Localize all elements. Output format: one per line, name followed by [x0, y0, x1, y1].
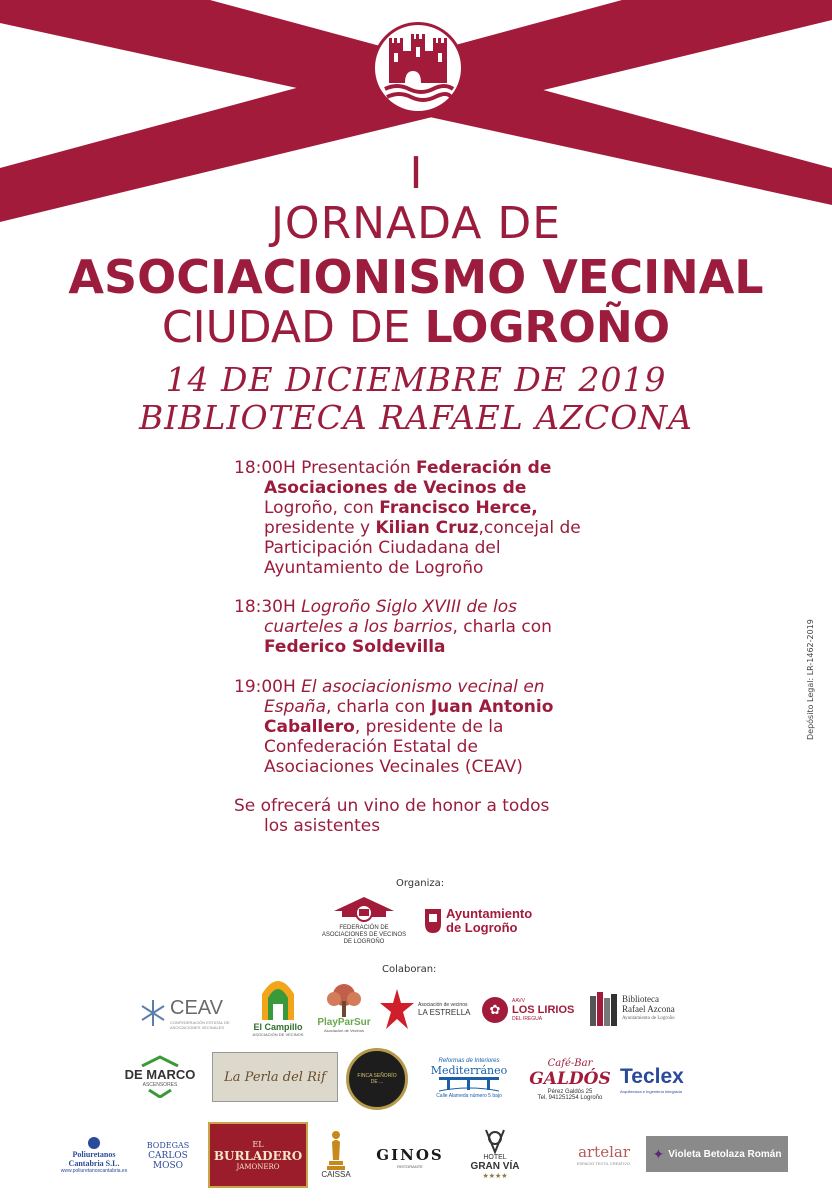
- burladero-line-3: JAMONERO: [236, 1162, 280, 1171]
- title-line-3-b: LOGROÑO: [424, 302, 671, 353]
- program-line: [234, 597, 614, 617]
- burladero-line-2: BURLADERO: [213, 1148, 303, 1163]
- mediterraneo-logo: [418, 1050, 520, 1106]
- galdos-line-4: Tel. 941251254 Logroño: [537, 1094, 603, 1101]
- teclex-name: Teclex: [620, 1064, 684, 1088]
- bodegas-line-2: CARLOS: [148, 1151, 188, 1161]
- campillo-sub: ASOCIACIÓN DE VECINOS: [252, 1031, 304, 1037]
- program-line: los asistentes: [264, 816, 381, 836]
- granvia-stars: ★★★★: [482, 1173, 508, 1180]
- perla-logo: [212, 1052, 338, 1102]
- playparsur-sub: Asociación de Vecinos: [323, 1028, 365, 1033]
- program-text: presidente y: [264, 518, 376, 538]
- program-line: Participación Ciudadana del: [264, 538, 501, 558]
- city-crest: [372, 22, 464, 114]
- program-bold: Francisco Herce,: [379, 498, 538, 518]
- bodegas-line-3: MOSO: [152, 1161, 184, 1171]
- poli-line-2: Cantabria S.L.: [68, 1159, 120, 1168]
- ayuntamiento-logo: [424, 903, 544, 939]
- galdos-line-3: Pérez Galdós 25: [547, 1088, 593, 1095]
- program-line: [234, 697, 614, 717]
- ginos-sub: RISTORANTE: [397, 1163, 423, 1169]
- program-time: 18:30H: [234, 597, 296, 617]
- biblio-line-1: Biblioteca: [622, 994, 659, 1004]
- program-italic: El asociacionismo vecinal en: [295, 677, 545, 697]
- program-item-2: [234, 597, 614, 657]
- campillo-name: El Campillo: [253, 1021, 303, 1032]
- lirios-name: LOS LIRIOS: [512, 1004, 575, 1016]
- teclex-sub: Arquitectura e Ingeniería Integrada: [620, 1088, 682, 1094]
- granvia-line-1: HOTEL: [483, 1154, 507, 1161]
- medit-line-3: Calle Alameda número 5 bajo: [436, 1092, 502, 1099]
- ginos-logo: [364, 1142, 456, 1172]
- check-icon: [145, 1088, 175, 1098]
- organiza-label: Organiza:: [396, 878, 445, 889]
- program-bold: Juan Antonio: [430, 697, 554, 717]
- caissa-logo: [318, 1122, 354, 1186]
- biblio-line-3: Ayuntamiento de Logroño: [622, 1016, 675, 1021]
- star-icon: [380, 989, 414, 1029]
- program-bold: Caballero: [264, 717, 355, 737]
- program-text: , charla con: [326, 697, 431, 717]
- program-bold: Federación de: [416, 458, 552, 478]
- caissa-name: CAISSA: [321, 1169, 351, 1179]
- artelar-name: artelar: [578, 1142, 630, 1161]
- poli-line-1: Poliuretanos: [72, 1150, 116, 1159]
- artelar-sub: ESPACIO TEXTIL CREATIVO: [576, 1160, 630, 1166]
- program-line: [234, 717, 614, 737]
- program-line: [234, 498, 614, 518]
- legal-deposit: Depósito Legal: LR-1462-2019: [806, 619, 815, 740]
- program-bold: Asociaciones de Vecinos de: [264, 478, 527, 498]
- fav-logo: [314, 892, 414, 950]
- program-bold: Kilian Cruz: [375, 518, 479, 538]
- burladero-logo: [208, 1122, 308, 1188]
- program-line: Ayuntamiento de Logroño: [264, 558, 484, 578]
- program-line: [234, 637, 614, 657]
- program-italic: cuarteles a los barrios: [264, 617, 453, 637]
- program-time: 18:00H: [234, 458, 296, 478]
- galdos-line-1: Café-Bar: [547, 1057, 593, 1069]
- program-line: [234, 518, 614, 538]
- program-text: Logroño, con: [264, 498, 380, 518]
- poli-line-3: www.poliuretanoscantabria.es: [60, 1168, 128, 1174]
- program-closing: [234, 796, 614, 836]
- perla-name: La Perla del Rif: [224, 1069, 326, 1085]
- program-line: [234, 478, 614, 498]
- violeta-icon: ✦: [652, 1145, 665, 1162]
- program-line: [234, 617, 614, 637]
- program-time: 19:00H: [234, 677, 296, 697]
- violeta-logo: [646, 1136, 788, 1172]
- edition-numeral: I: [409, 148, 423, 199]
- castle-icon: [375, 25, 461, 111]
- playparsur-name: PlayParSur: [317, 1017, 371, 1028]
- ginos-name: GINOS: [376, 1145, 444, 1164]
- books-icon: [590, 992, 618, 1026]
- demarco-name: DE MARCO: [124, 1066, 196, 1082]
- ayto-line-1: Ayuntamiento: [446, 906, 533, 921]
- poliuretanos-logo: [52, 1128, 136, 1182]
- teclex-logo: [620, 1056, 716, 1102]
- estrella-logo: [380, 984, 480, 1034]
- finca-logo: [346, 1048, 408, 1110]
- program-text: Presentación: [295, 458, 417, 478]
- bodegas-logo: [138, 1134, 198, 1178]
- campillo-logo: [246, 970, 310, 1040]
- colaboran-label: Colaboran:: [382, 964, 437, 975]
- ceav-icon: [140, 998, 166, 1028]
- title-line-2: ASOCIACIONISMO VECINAL: [68, 250, 764, 304]
- galdos-logo: [522, 1050, 618, 1108]
- columns-icon: [439, 1077, 499, 1093]
- finca-name: FINCA SEÑORÍO DE ...: [357, 1073, 397, 1085]
- biblioteca-logo: [590, 988, 700, 1030]
- program-line: [234, 677, 614, 697]
- artelar-logo: [534, 1136, 630, 1172]
- campillo-icon: [256, 974, 300, 1022]
- estrella-line-1: Asociación de vecinos: [418, 1001, 468, 1008]
- program-item-3: [234, 677, 614, 777]
- lirios-top: AAVV: [512, 998, 525, 1004]
- roof-icon: [140, 1055, 180, 1067]
- tree-icon: [322, 983, 366, 1017]
- title-line-3: [0, 302, 832, 353]
- program-italic: España: [264, 697, 326, 717]
- program-item-1: [234, 458, 614, 578]
- burladero-line-1: EL: [252, 1139, 264, 1149]
- granvia-logo: [462, 1120, 528, 1188]
- medit-line-1: Reformas de Interiores: [438, 1057, 500, 1064]
- gv-monogram-icon: [483, 1128, 507, 1154]
- estrella-line-2: LA ESTRELLA: [418, 1007, 471, 1017]
- poliuretanos-icon: [87, 1136, 101, 1150]
- program-bold: Soldevilla: [352, 637, 446, 657]
- fav-line-2: ASOCIACIONES DE VECINOS: [321, 931, 407, 938]
- program-bold: Federico: [264, 637, 353, 657]
- program-italic: Logroño Siglo XVIII de los: [295, 597, 518, 617]
- crest-icon: [424, 908, 442, 934]
- ceav-name: CEAV: [170, 996, 223, 1019]
- lirios-sub: DEL IREGUA: [512, 1016, 543, 1022]
- chess-piece-icon: [326, 1130, 346, 1170]
- program-text: , presidente de la: [354, 717, 504, 737]
- program-line: Se ofrecerá un vino de honor a todos: [234, 796, 550, 816]
- galdos-line-2: GALDÓS: [529, 1068, 611, 1089]
- program-line: Asociaciones Vecinales (CEAV): [264, 757, 523, 777]
- fav-line-1: FEDERACIÓN DE: [339, 924, 389, 931]
- fav-emblem-icon: [334, 897, 394, 925]
- bodegas-line-1: BODEGAS: [146, 1141, 190, 1150]
- program-line: [234, 458, 614, 478]
- ayto-line-2: de Logroño: [446, 920, 518, 935]
- lirios-flower-icon: ✿: [482, 997, 508, 1023]
- playparsur-logo: [312, 978, 376, 1038]
- lirios-logo: [482, 990, 582, 1030]
- event-venue: BIBLIOTECA RAFAEL AZCONA: [138, 398, 693, 437]
- ceav-logo: [140, 990, 240, 1036]
- biblio-line-2: Rafael Azcona: [622, 1004, 675, 1014]
- title-line-1: JORNADA DE: [270, 198, 562, 249]
- title-line-3-a: CIUDAD DE: [161, 302, 425, 353]
- violeta-name: Violeta Betolaza Román: [668, 1148, 782, 1160]
- event-date: 14 DE DICIEMBRE DE 2019: [165, 360, 667, 399]
- fav-line-3: DE LOGROÑO: [343, 938, 385, 945]
- demarco-logo: [118, 1052, 202, 1100]
- medit-line-2: Mediterráneo: [430, 1063, 508, 1077]
- granvia-line-2: GRAN VÍA: [470, 1161, 520, 1172]
- ceav-sub: CONFEDERACIÓN ESTATAL DE ASOCIACIONES VECINALES: [170, 1019, 230, 1030]
- program-text: ,concejal de: [478, 518, 581, 538]
- program-line: Confederación Estatal de: [264, 737, 478, 757]
- program-text: , charla con: [452, 617, 552, 637]
- demarco-sub: ASCENSORES: [142, 1081, 178, 1088]
